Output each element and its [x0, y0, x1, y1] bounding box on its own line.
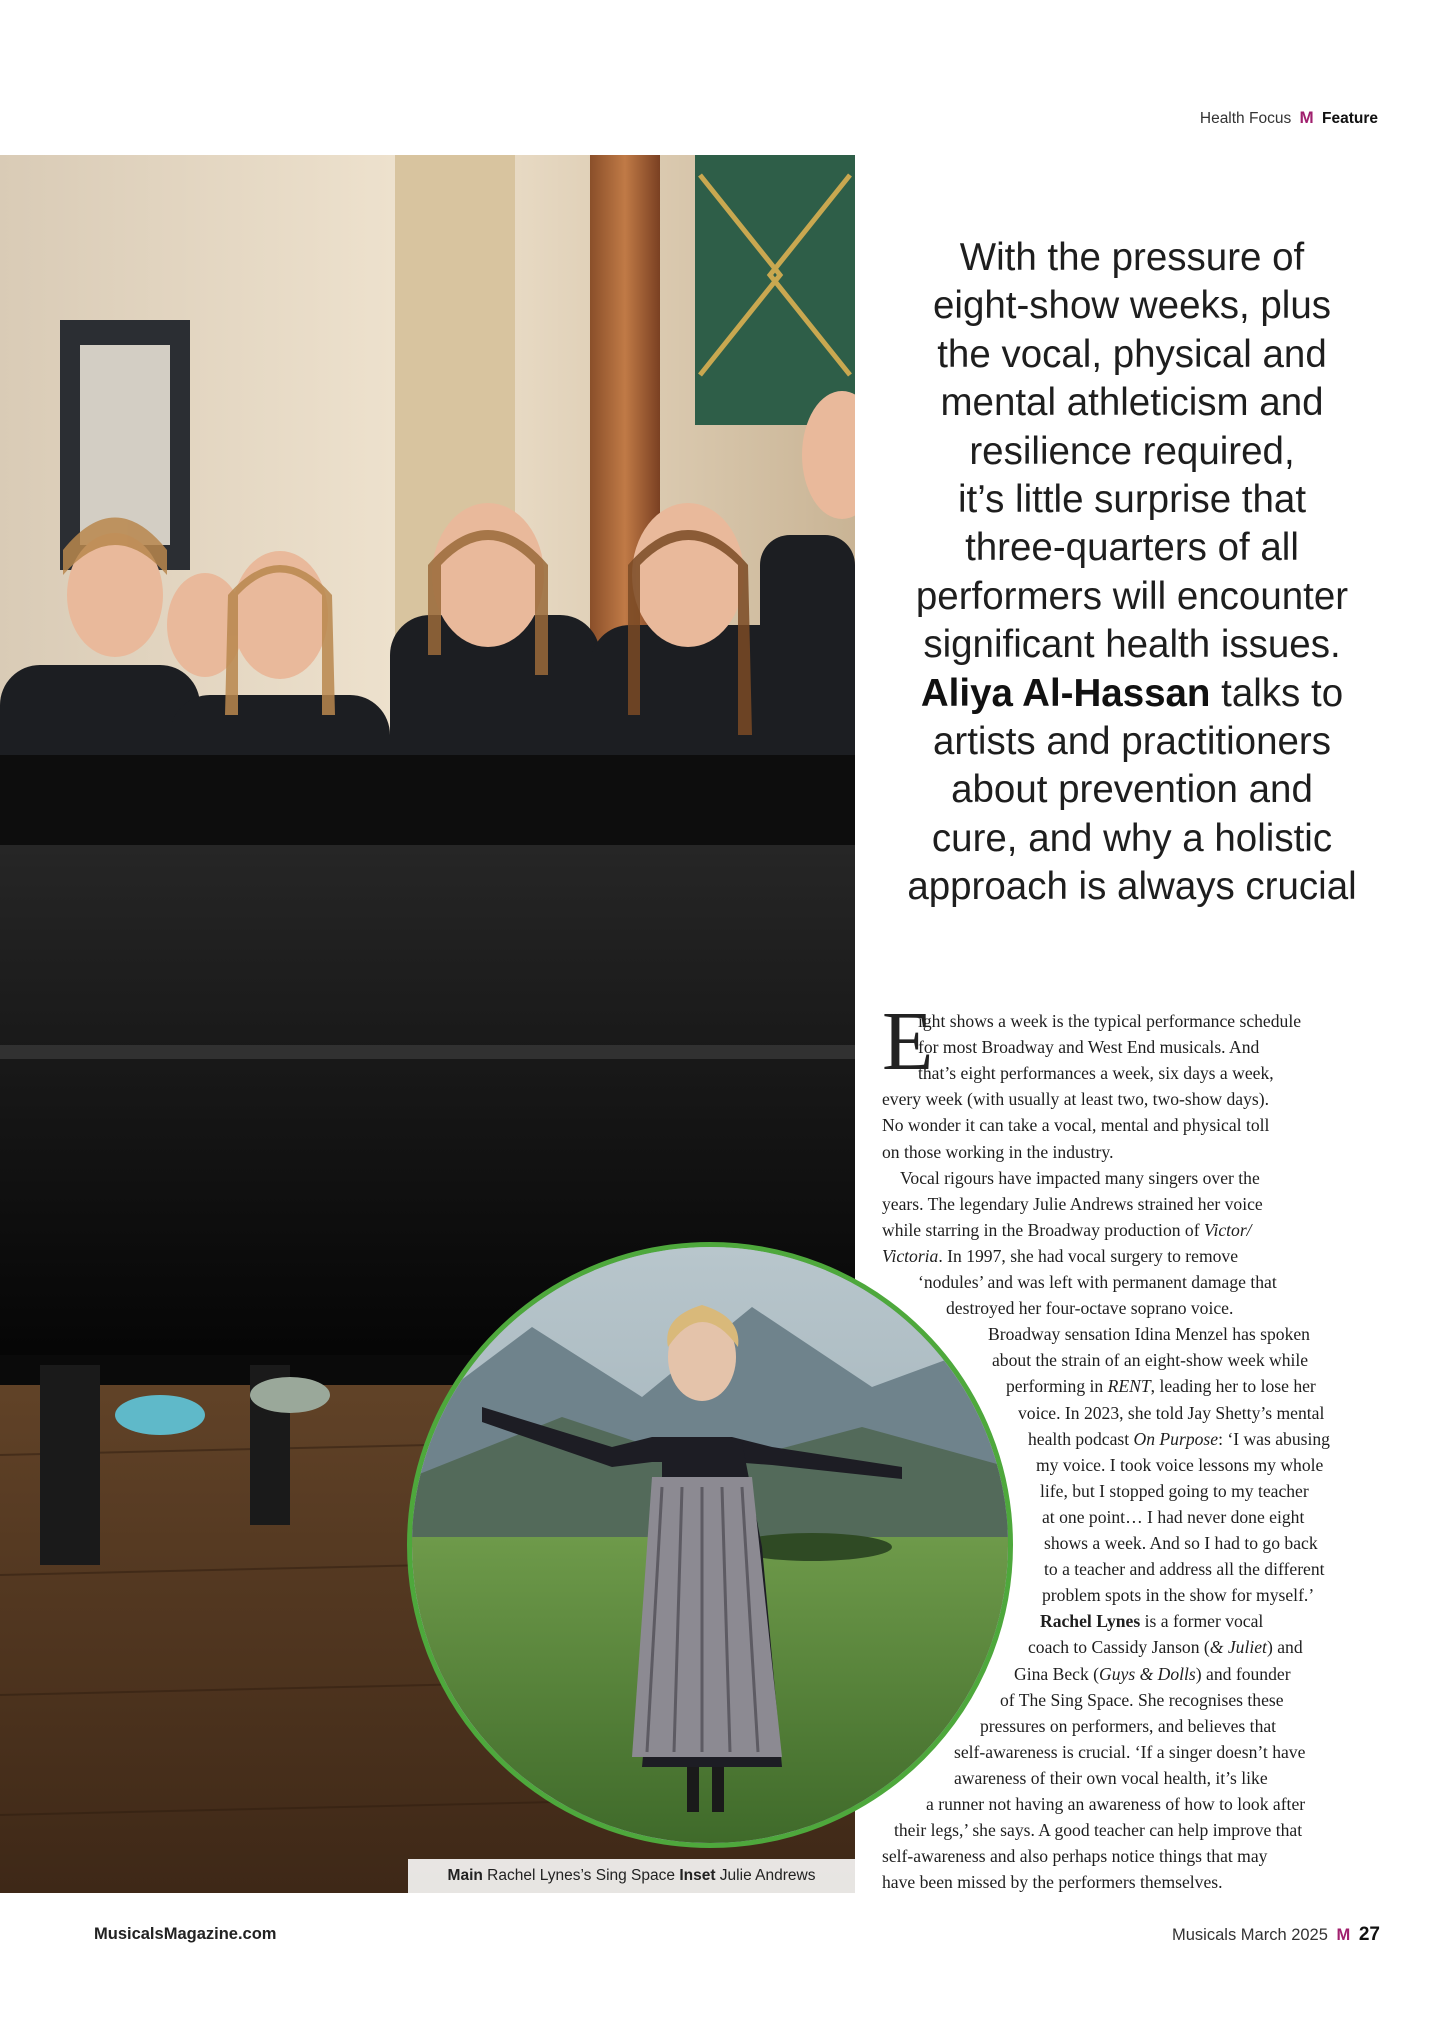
- article-line: about the strain of an eight-show week while: [992, 1350, 1309, 1371]
- page-number: 27: [1358, 1924, 1380, 1945]
- article-line: self-awareness and also perhaps notice things that may: [882, 1846, 1268, 1867]
- byline-suffix: talks to: [1210, 671, 1344, 715]
- caption-inset-text: Julie Andrews: [715, 1867, 816, 1884]
- article-line: have been missed by the performers themselves.: [882, 1872, 1223, 1893]
- standfirst-line: mental athleticism and: [940, 381, 1324, 425]
- article-line: at one point… I had never done eight: [1042, 1506, 1305, 1527]
- article-line: every week (with usually at least two, two-show days).: [882, 1089, 1269, 1110]
- article-line: shows a week. And so I had to go back: [1044, 1533, 1318, 1553]
- article-line: to a teacher and address all the different: [1044, 1559, 1325, 1580]
- author-name: Aliya Al-Hassan: [920, 671, 1211, 715]
- article-line: Gina Beck (Guys & Dolls) and founder: [1014, 1663, 1291, 1684]
- standfirst-line: eight-show weeks, plus: [932, 284, 1332, 328]
- drop-cap: E: [882, 995, 934, 1088]
- footer-issue: [1120, 1924, 1380, 1946]
- standfirst-line: three-quarters of all: [965, 526, 1299, 570]
- article-line: while starring in the Broadway production of Victor/: [882, 1219, 1252, 1240]
- article-line: that’s eight performances a week, six days a week,: [918, 1063, 1274, 1084]
- article-line: for most Broadway and West End musicals. And: [918, 1037, 1260, 1058]
- article-line: awareness of their own vocal health, it’s like: [954, 1767, 1268, 1788]
- article-line: life, but I stopped going to my teacher: [1040, 1480, 1309, 1501]
- magazine-logo-icon: M: [1299, 108, 1314, 127]
- article-line: my voice. I took voice lessons my whole: [1036, 1454, 1324, 1475]
- article-line: Vocal rigours have impacted many singers over the: [900, 1167, 1260, 1188]
- standfirst-line: significant health issues.: [923, 623, 1341, 667]
- standfirst-line: With the pressure of: [959, 236, 1305, 279]
- article-line: voice. In 2023, she told Jay Shetty’s mental: [1018, 1402, 1325, 1423]
- standfirst-line: about prevention and: [951, 768, 1313, 812]
- standfirst-line: it’s little surprise that: [957, 478, 1307, 522]
- issue-label: Musicals March 2025: [1172, 1926, 1328, 1944]
- caption-main-label: Main: [447, 1867, 483, 1884]
- standfirst-line: artists and practitioners: [932, 720, 1331, 764]
- section-label: Health Focus: [1199, 110, 1292, 127]
- standfirst-line: cure, and why a holistic: [931, 816, 1333, 860]
- caption-main-text: Rachel Lynes’s Sing Space: [482, 1867, 680, 1884]
- footer-website: MusicalsMagazine.com: [94, 1925, 277, 1943]
- photo-caption: [408, 1859, 855, 1893]
- section-header: [1180, 108, 1378, 132]
- standfirst-line: resilience required,: [969, 429, 1295, 473]
- article-line: problem spots in the show for myself.’: [1042, 1585, 1315, 1606]
- article-line: of The Sing Space. She recognises these: [1000, 1689, 1284, 1710]
- article-line: Broadway sensation Idina Menzel has spoken: [988, 1324, 1310, 1345]
- article-line: ight shows a week is the typical performance schedule: [918, 1011, 1302, 1031]
- article-line: on those working in the industry.: [882, 1141, 1114, 1162]
- article-line: No wonder it can take a vocal, mental and physical toll: [882, 1115, 1270, 1136]
- caption-inset-label: Inset: [679, 1867, 716, 1884]
- article-line: years. The legendary Julie Andrews strained her voice: [882, 1193, 1263, 1214]
- article-line: their legs,’ she says. A good teacher can help improve that: [894, 1820, 1303, 1841]
- article-line: Victoria. In 1997, she had vocal surgery to remove: [882, 1245, 1239, 1266]
- article-line: self-awareness is crucial. ‘If a singer doesn’t have: [954, 1741, 1306, 1762]
- standfirst-byline: [870, 670, 1394, 718]
- article-line: Rachel Lynes is a former vocal: [1040, 1611, 1264, 1632]
- article-line: coach to Cassidy Janson (& Juliet) and: [1028, 1637, 1303, 1658]
- article-line: pressures on performers, and believes that: [980, 1715, 1277, 1736]
- article-line: ‘nodules’ and was left with permanent damage that: [918, 1272, 1277, 1292]
- article-line: destroyed her four-octave soprano voice.: [946, 1298, 1234, 1319]
- standfirst-line: performers will encounter: [915, 574, 1349, 618]
- article-line: health podcast On Purpose: ‘I was abusing: [1028, 1428, 1330, 1449]
- standfirst: [870, 234, 1394, 912]
- magazine-logo-icon: M: [1336, 1926, 1351, 1944]
- article-line: a runner not having an awareness of how to look after: [926, 1794, 1306, 1814]
- standfirst-line: approach is always crucial: [907, 865, 1357, 909]
- article-line: performing in RENT, leading her to lose her: [1006, 1376, 1316, 1397]
- article-body: [882, 995, 1404, 1895]
- standfirst-line: the vocal, physical and: [937, 332, 1327, 376]
- category-label: Feature: [1322, 110, 1378, 127]
